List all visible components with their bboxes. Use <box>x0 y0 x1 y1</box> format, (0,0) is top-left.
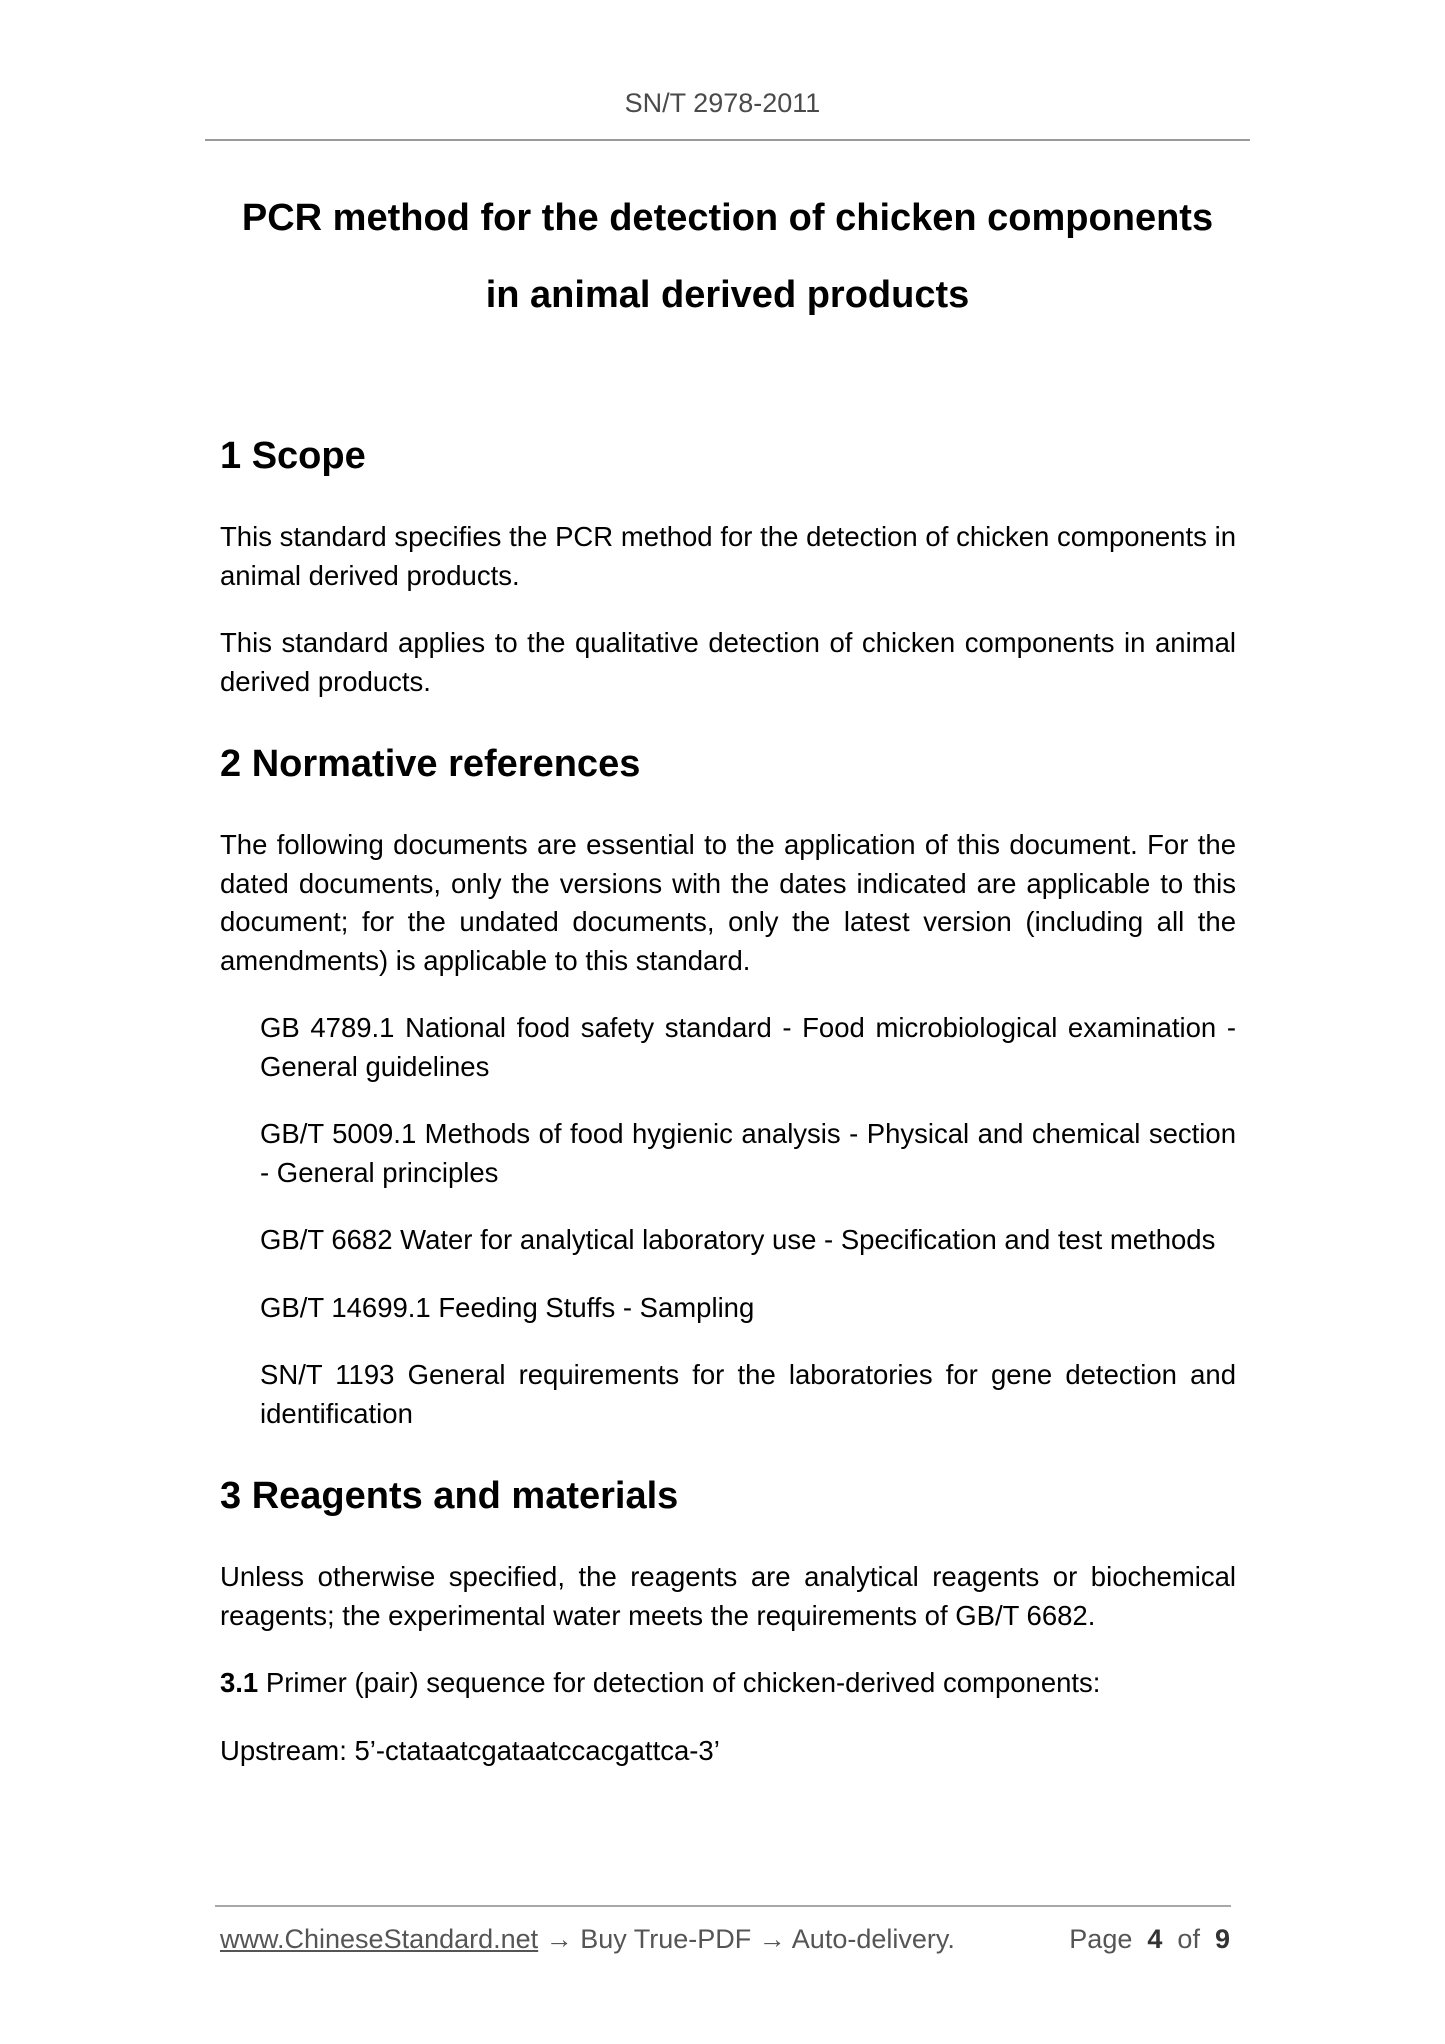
page-current: 4 <box>1147 1924 1163 1954</box>
arrow-right-icon: → <box>758 1924 786 1954</box>
footer-divider <box>215 1905 1231 1907</box>
title-line-1: PCR method for the detection of chicken components <box>241 197 1214 239</box>
scope-paragraph-2: This standard applies to the qualitative detection of chicken components in animal derived products. <box>220 627 1236 697</box>
section-heading-normative: 2 Normative references <box>220 743 641 785</box>
page-total: 9 <box>1214 1924 1230 1954</box>
website-link[interactable]: www.ChineseStandard.net <box>220 1924 539 1954</box>
page-indicator <box>1069 1924 1230 1955</box>
reference-item: GB 4789.1 National food safety standard - Food microbiological examination - General guidelines <box>260 1012 1236 1082</box>
reference-item: SN/T 1193 General requirements for the laboratories for gene detection and identification <box>260 1359 1236 1429</box>
delivery-text: Auto-delivery. <box>791 1924 955 1954</box>
item-text: Primer (pair) sequence for detection of chicken-derived components: <box>265 1667 1101 1698</box>
document-code: SN/T 2978-2011 <box>624 88 821 118</box>
title-line-2: in animal derived products <box>485 274 970 316</box>
page-of: of <box>1177 1924 1200 1954</box>
normative-intro: The following documents are essential to the application of this document. For the dated documents, only the versions with the dates indicated are applicable to this document; for the undated documents, only the latest version (including all the amendments) is applicable to this standard. <box>220 829 1236 976</box>
header-divider <box>205 139 1250 141</box>
page-footer <box>220 1924 1230 1955</box>
section-heading-reagents: 3 Reagents and materials <box>220 1475 679 1517</box>
reference-item: GB/T 5009.1 Methods of food hygienic analysis - Physical and chemical section - General principles <box>260 1118 1236 1188</box>
item-number: 3.1 <box>220 1667 259 1698</box>
document-body <box>220 432 1236 1799</box>
page-label: Page <box>1069 1924 1133 1954</box>
reference-item: GB/T 6682 Water for analytical laboratory use - Specification and test methods <box>260 1224 1216 1255</box>
scope-paragraph-1: This standard specifies the PCR method for the detection of chicken components in animal derived products. <box>220 521 1236 591</box>
reference-item: GB/T 14699.1 Feeding Stuffs - Sampling <box>260 1291 755 1323</box>
arrow-right-icon: → <box>545 1924 573 1954</box>
reagents-intro: Unless otherwise specified, the reagents are analytical reagents or biochemical reagents; the experimental water meets the requirements of GB/T 6682. <box>220 1561 1236 1631</box>
section-heading-scope: 1 Scope <box>220 435 366 477</box>
upstream-primer: Upstream: 5’-ctataatcgataatccacgattca-3’ <box>220 1734 720 1766</box>
document-title <box>205 180 1250 334</box>
buy-text: Buy True-PDF <box>580 1924 752 1954</box>
reagents-item-3-1 <box>220 1664 1236 1703</box>
